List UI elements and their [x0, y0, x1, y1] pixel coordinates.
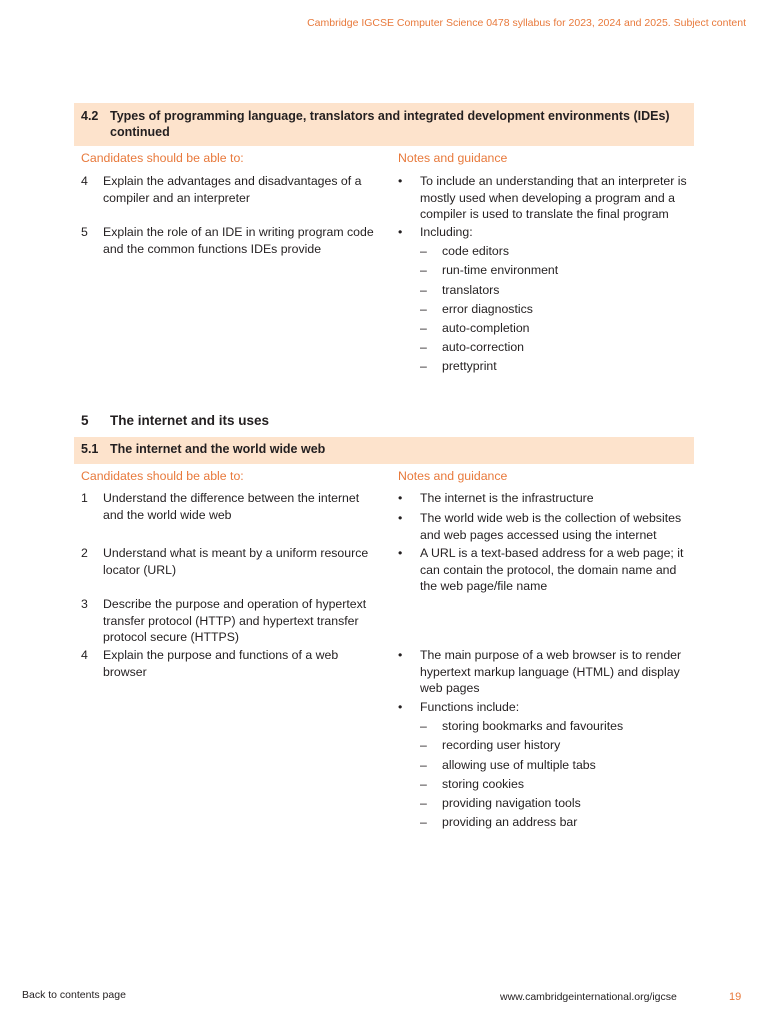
- sub-item-text: storing bookmarks and favourites: [442, 719, 624, 733]
- dash-icon: –: [420, 263, 427, 277]
- bullet-icon: •: [398, 648, 403, 662]
- objective-number: 5: [81, 225, 88, 239]
- objective-text: Explain the purpose and functions of a web browser: [103, 648, 339, 679]
- objective-text: Understand what is meant by a uniform resource locator (URL): [103, 546, 369, 577]
- column-header-notes: Notes and guidance: [398, 469, 508, 483]
- topic-number: 5.1: [81, 442, 99, 456]
- sub-item-text: error diagnostics: [442, 302, 533, 316]
- note-text: A URL is a text-based address for a web page; it can contain the protocol, the domain name and the web page/file name: [420, 546, 684, 593]
- objective-text: Explain the advantages and disadvantages of a compiler and an interpreter: [103, 174, 362, 205]
- topic-banner-5-1: [74, 437, 694, 464]
- dash-icon: –: [420, 244, 427, 258]
- sub-item-text: recording user history: [442, 738, 561, 752]
- column-header-candidates: Candidates should be able to:: [81, 469, 244, 483]
- page-number: 19: [729, 991, 742, 1003]
- sub-item-text: allowing use of multiple tabs: [442, 758, 596, 772]
- column-header-candidates: Candidates should be able to:: [81, 151, 244, 165]
- dash-icon: –: [420, 321, 427, 335]
- dash-icon: –: [420, 359, 427, 373]
- bullet-icon: •: [398, 225, 403, 239]
- dash-icon: –: [420, 796, 427, 810]
- objective-number: 2: [81, 546, 88, 560]
- topic-title: The internet and the world wide web: [110, 442, 326, 456]
- bullet-icon: •: [398, 511, 403, 525]
- sub-item-text: providing navigation tools: [442, 796, 581, 810]
- sub-item-text: providing an address bar: [442, 815, 578, 829]
- sub-item-text: storing cookies: [442, 777, 525, 791]
- objective-number: 1: [81, 491, 88, 505]
- bullet-icon: •: [398, 700, 403, 714]
- bullet-icon: •: [398, 174, 403, 188]
- sub-item-text: prettyprint: [442, 359, 497, 373]
- note-text: The world wide web is the collection of websites and web pages accessed using the internet: [420, 511, 682, 542]
- objective-number: 3: [81, 597, 88, 611]
- sub-item-text: auto-correction: [442, 340, 525, 354]
- bullet-icon: •: [398, 546, 403, 560]
- sub-item-text: translators: [442, 283, 500, 297]
- note-text: Including:: [420, 225, 473, 239]
- note-text: The main purpose of a web browser is to render hypertext markup language (HTML) and display web pages: [420, 648, 682, 695]
- dash-icon: –: [420, 302, 427, 316]
- sub-item-text: code editors: [442, 244, 509, 258]
- dash-icon: –: [420, 758, 427, 772]
- note-text: To include an understanding that an interpreter is mostly used when developing a program and a compiler is used to translate the final program: [420, 174, 687, 221]
- objective-text: Explain the role of an IDE in writing program code and the common functions IDEs provide: [103, 225, 374, 256]
- topic-banner-4-2: [74, 103, 694, 146]
- running-header: Cambridge IGCSE Computer Science 0478 syllabus for 2023, 2024 and 2025. Subject content: [307, 17, 746, 29]
- dash-icon: –: [420, 815, 427, 829]
- dash-icon: –: [420, 738, 427, 752]
- bullet-icon: •: [398, 491, 403, 505]
- sub-item-text: auto-completion: [442, 321, 530, 335]
- objective-text: Describe the purpose and operation of hypertext transfer protocol (HTTP) and hypertext transfer protocol secure (HTTPS): [103, 597, 367, 644]
- dash-icon: –: [420, 340, 427, 354]
- note-text: Functions include:: [420, 700, 520, 714]
- topic-title: Types of programming language, translators and integrated development environments (IDEs) continued: [110, 109, 670, 139]
- column-header-notes: Notes and guidance: [398, 151, 508, 165]
- objective-text: Understand the difference between the internet and the world wide web: [103, 491, 360, 522]
- objective-number: 4: [81, 174, 88, 188]
- section-title: The internet and its uses: [110, 413, 270, 428]
- dash-icon: –: [420, 777, 427, 791]
- website-url[interactable]: www.cambridgeinternational.org/igcse: [500, 991, 677, 1003]
- objective-number: 4: [81, 648, 88, 662]
- sub-item-text: run-time environment: [442, 263, 559, 277]
- dash-icon: –: [420, 283, 427, 297]
- back-to-contents-link[interactable]: Back to contents page: [22, 989, 126, 1001]
- section-number: 5: [81, 413, 89, 428]
- dash-icon: –: [420, 719, 427, 733]
- topic-number: 4.2: [81, 109, 99, 123]
- note-text: The internet is the infrastructure: [420, 491, 594, 505]
